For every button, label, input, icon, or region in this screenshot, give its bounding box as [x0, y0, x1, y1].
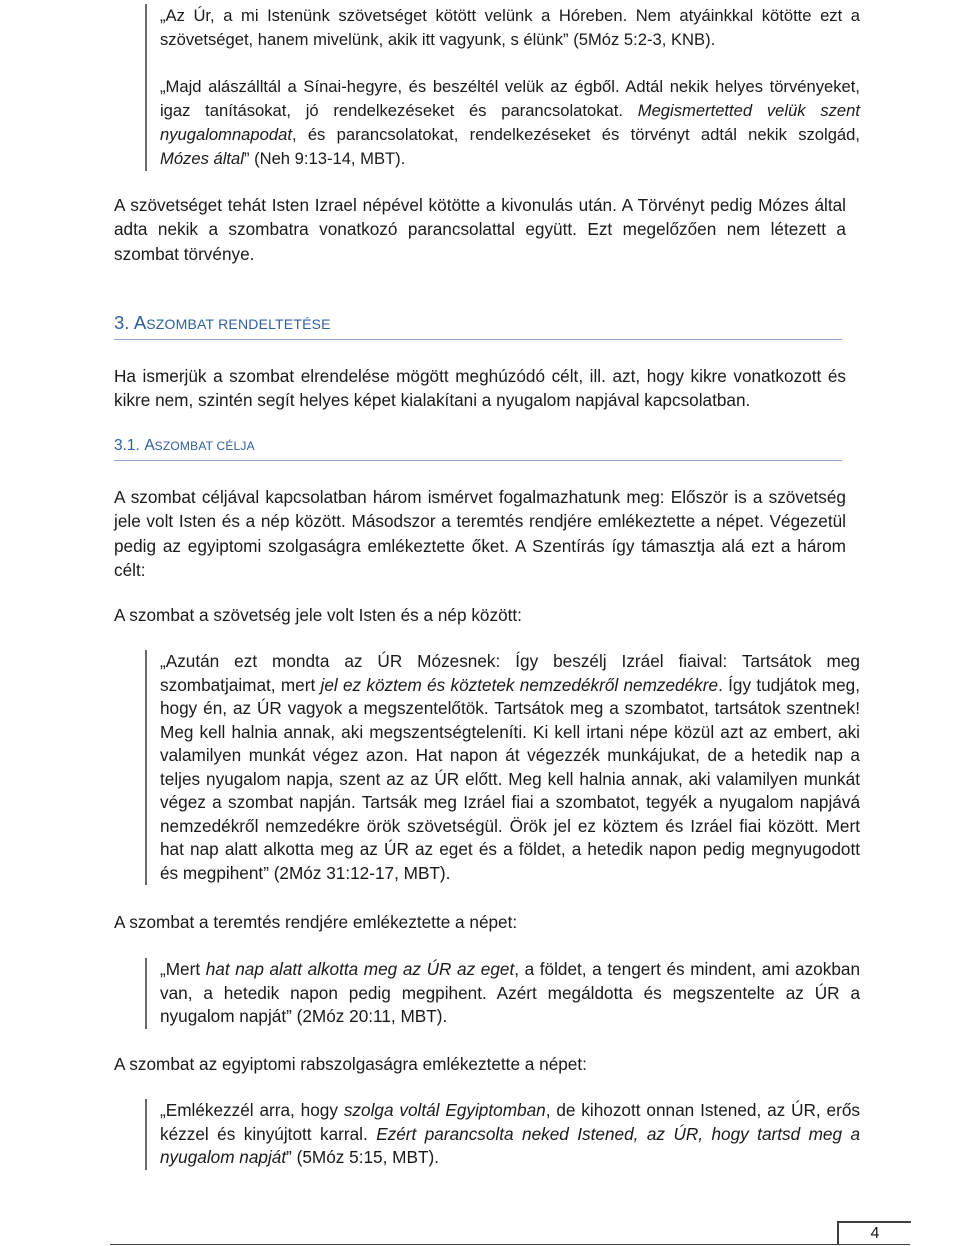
quote-text: „Majd alászálltál a Sínai-hegyre, és beszéltél velük az égből. Adtál nekik helyes törvényeket, igaz tanításokat, jó rendelkezéseket és parancsolatokat.	[160, 77, 860, 120]
quote-block-1	[145, 4, 860, 171]
quote-text: ” (5Móz 5:15, MBT).	[286, 1147, 439, 1167]
paragraph-text: A szombat céljával kapcsolatban három ismérvet fogalmazhatunk meg: Először is a szövetség jele volt Isten és a nép között. Másodszor a teremtés rendjére emlékeztette a népet. Végezetül pedig az egyiptomi szolgaságra emlékeztette őket. A Szentírás így támasztja alá ezt a három célt:	[114, 487, 846, 581]
lead-egypt	[114, 1052, 846, 1076]
quote-emphasis: Ezért parancsolta neked Istened, az ÚR, hogy tartsd meg a nyugalom napját	[160, 1123, 861, 1167]
quote-text: „Mert	[160, 959, 201, 979]
heading-number: 3.1.	[114, 437, 140, 454]
quote-emphasis: Mózes által	[160, 149, 244, 168]
paragraph-text: A szövetséget tehát Isten Izrael népével kötötte a kivonulás után. A Törvényt pedig Mózes által adta nekik a szombatra vonatkozó parancsolattal együtt. Ezt megelőzően nem létezett a szombat törvénye.	[114, 195, 846, 264]
paragraph-text: A szombat a teremtés rendjére emlékeztette a népet:	[114, 912, 518, 932]
paragraph-text: A szombat az egyiptomi rabszolgaságra emlékeztette a népet:	[114, 1054, 587, 1074]
heading-number: 3.	[114, 312, 130, 333]
quote-text: „Azután ezt mondta az ÚR Mózesnek: Így beszélj Izráel fiaival: Tartsátok meg szombatjaimat, mert	[160, 651, 860, 695]
quote-text: . Így tudjátok meg, hogy én, az ÚR vagyok a megszentelőtök. Tartsátok meg a szombatot, tartsátok szentnek! Meg kell halnia annak, aki megszentségteleníti. Ki kell irtani népe közül azt az embert, aki valamilyen munkát végez azon. Hat napon át végezzék munkájukat, de a hetedik nap a teljes nyugalom napja, szent az az ÚR előtt. Meg kell halnia annak, aki valamilyen munkát végez a szombat napján. Tartsák meg Izráel fiai a szombatot, tegyék a nyugalom napjává nemzedékről nemzedékre örök szövetségül. Örök jel ez köztem és Izráel fiai között. Mert hat nap alatt alkotta meg az ÚR az eget és a földet, a hetedik napon pedig megnyugodott és megpihent” (2Móz 31:12-17, MBT).	[160, 674, 860, 883]
heading-initial: A	[144, 437, 155, 454]
paragraph-purpose-intro	[114, 364, 846, 413]
heading-initial: A	[133, 312, 147, 333]
quote-text: , de kihozott onnan Istened, az ÚR, erős kézzel és kinyújtott karral.	[160, 1100, 860, 1144]
section-heading-3	[114, 312, 842, 340]
heading-title: SZOMBAT RENDELTETÉSE	[146, 316, 331, 332]
quote-paragraph	[160, 75, 860, 171]
lead-covenant-sign	[114, 603, 846, 627]
heading-title: SZOMBAT CÉLJA	[154, 439, 255, 453]
quote-text: „Az Úr, a mi Istenünk szövetséget kötött velünk a Hóreben. Nem atyáinkkal kötötte ezt a szövetséget, hanem mivelünk, akik itt vagyunk, s élünk” (5Móz 5:2-3, KNB).	[160, 6, 860, 49]
page-number: 4	[837, 1221, 911, 1245]
section-heading-3-1	[114, 437, 842, 461]
quote-paragraph	[160, 4, 860, 52]
paragraph-covenant	[114, 193, 846, 266]
quote-paragraph	[160, 650, 860, 885]
quote-text: , a földet, a tengert és mindent, ami azokban van, a hetedik napon pedig megpihent. Azért megáldotta és megszentelte az ÚR a nyugalom napját” (2Móz 20:11, MBT).	[160, 959, 860, 1026]
quote-text: , és parancsolatokat, rendelkezéseket és törvényt adtál nekik szolgád,	[291, 125, 860, 144]
quote-paragraph	[160, 958, 860, 1029]
quote-emphasis: Megismertetted velük szent nyugalomnapodat	[160, 101, 860, 144]
quote-block-2	[145, 650, 860, 885]
quote-paragraph	[160, 1099, 860, 1170]
quote-text: ” (Neh 9:13-14, MBT).	[243, 149, 406, 168]
quote-emphasis: hat nap alatt alkotta meg az ÚR az eget	[205, 959, 515, 979]
quote-text: „Emlékezzél arra, hogy	[160, 1100, 338, 1120]
quote-block-3	[145, 958, 860, 1029]
quote-block-4	[145, 1099, 860, 1170]
paragraph-three-purposes	[114, 485, 846, 583]
quote-emphasis: szolga voltál Egyiptomban	[343, 1100, 546, 1120]
lead-creation	[114, 910, 846, 934]
paragraph-text: A szombat a szövetség jele volt Isten és a nép között:	[114, 605, 522, 625]
quote-emphasis: jel ez köztem és köztetek nemzedékről nemzedékre	[320, 674, 719, 695]
footer-rule	[110, 1244, 910, 1245]
paragraph-text: Ha ismerjük a szombat elrendelése mögött meghúzódó célt, ill. azt, hogy kikre vonatkozott és kikre nem, szintén segít helyes képet kialakítani a nyugalom napjával kapcsolatban.	[114, 366, 846, 411]
